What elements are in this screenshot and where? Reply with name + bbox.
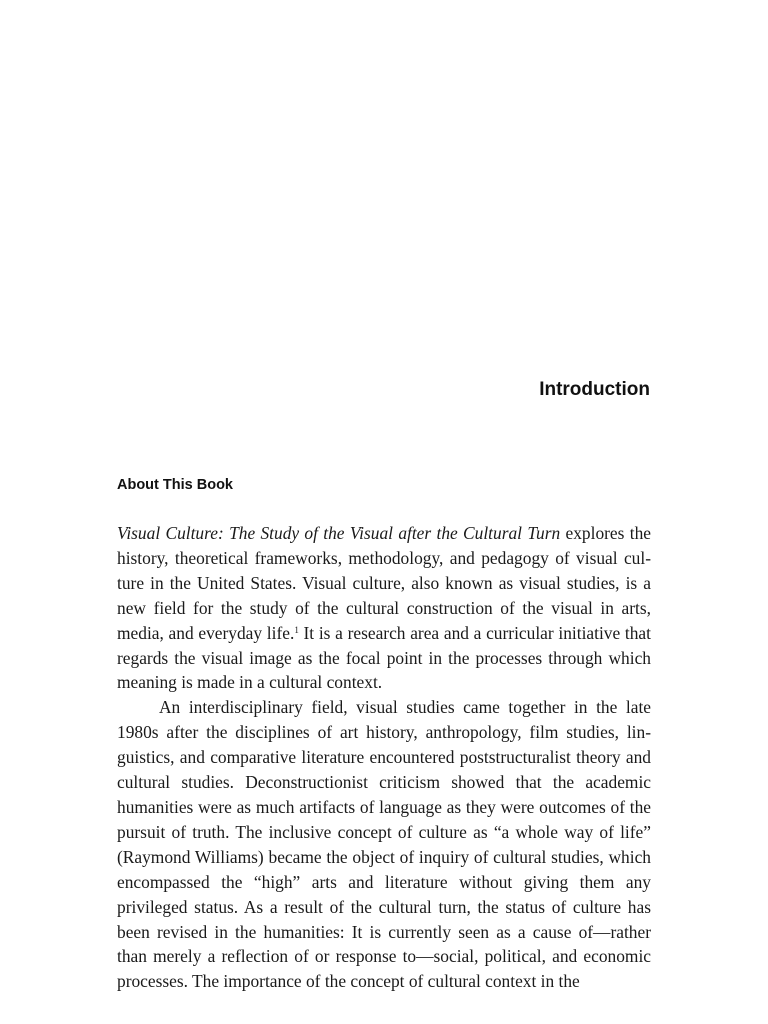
book-title-italic: Visual Culture: The Study of the Visual after the Cultural Turn <box>117 523 561 543</box>
paragraph-1-text-b: It is a research area and a curricular initiative that regards the visual image as the focal point in the processes through which meaning is made in a cultural context. <box>117 622 651 693</box>
paragraph-2: An interdisciplinary field, visual studies came together in the late 1980s after the disciplines of art history, anthropology, film studies, linguistics, and comparative literature encountered poststructuralist theory and cultural studies. Deconstructionist criticism showed that the academic humanities were as much artifacts of language as they were outcomes of the pursuit of truth. The inclusive concept of culture as “a whole way of life” (Raymond Williams) became the object of inquiry of cultural studies, which encompassed the “high” arts and literature without giving them any privileged status. As a result of the cultural turn, the status of culture has been revised in the humanities: It is currently seen as a cause of—rather than merely a reflection of or response to—social, political, and economic processes. The importance of the concept of cultural context in the <box>117 697 651 992</box>
paragraph-1-text-a: explores the history, theoretical frameworks, methodology, and pedagogy of visual culture in the United States. Visual culture, also known as visual studies, is a new field for the study of the cultural construction of the visual in arts, media, and everyday life. <box>117 523 651 643</box>
paragraph-1 <box>117 521 651 695</box>
section-heading: About This Book <box>117 477 233 493</box>
body-text <box>117 521 651 994</box>
chapter-title: Introduction <box>539 379 650 400</box>
footnote-marker[interactable]: 1 <box>294 624 299 635</box>
